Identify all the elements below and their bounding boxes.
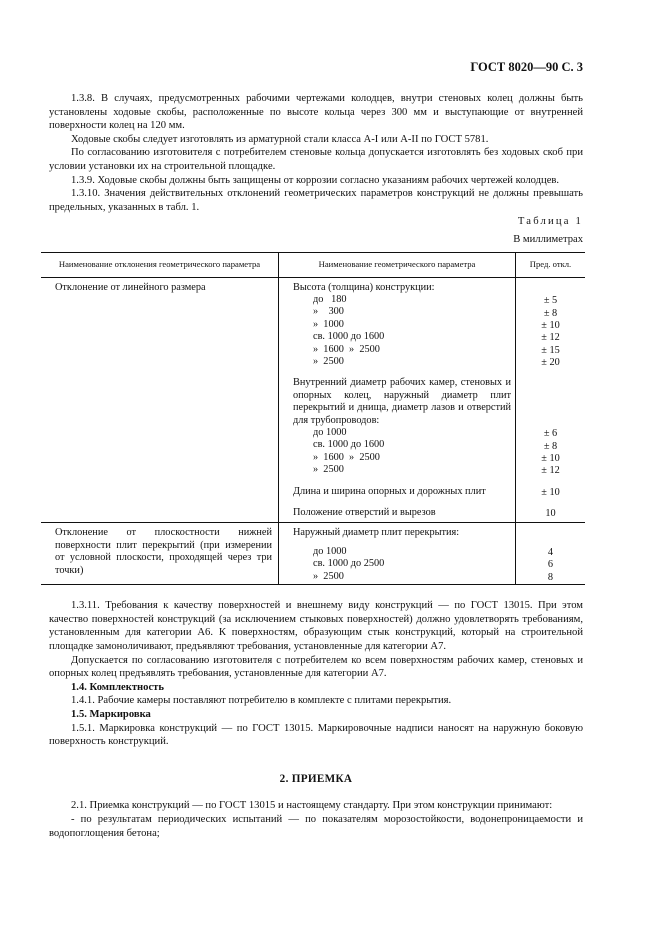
paragraph-1-3-11: 1.3.11. Требования к качеству поверхностей и внешнему виду конструкций — по ГОСТ 13015. При этом качество поверхностей конструкций (за исключением стыковых поверхностей) должно удовлетворять требованиям, установленным для категории А6. К поверхностям, образующим стык конструкций, который на строительной площадке замоноличивают, предъявляют требования, установленные для категории А7. [49, 600, 583, 653]
parameter-label: Положение отверстий и вырезов [293, 507, 436, 519]
parameter-range: до 1000 [313, 545, 347, 557]
column-header-deviation: Наименование отклонения геометрического параметра [41, 252, 279, 277]
table-title: Таблица 1 [517, 216, 583, 228]
tolerance-value: ± 6 [543, 428, 558, 440]
parameter-range: » 2500 [313, 570, 344, 582]
parameter-range: » 300 [313, 306, 344, 318]
section-title: 2. ПРИЕМКА [279, 772, 353, 785]
tolerance-value: ± 12 [541, 332, 560, 344]
paragraph-allowed: Допускается по согласованию изготовителя с потребителем ко всем поверхностям рабочих камер, стеновых и опорных колец предъявлять требования, установленные для категории А7. [49, 654, 583, 680]
document-body [49, 92, 583, 840]
tolerance-value: ± 10 [541, 319, 560, 331]
tolerance-value: 10 [545, 508, 556, 520]
tolerance-value: ± 8 [543, 440, 558, 452]
table-row [41, 277, 585, 523]
deviation-label: Отклонение от плоскостности нижней поверхности плит перекрытий (при измерении от условной плоскости, проходящей через три точки) [55, 527, 272, 576]
paragraph-1-3-10: 1.3.10. Значения действительных отклонений геометрических параметров конструкций не должны превышать предельных, указанных в табл. 1. [49, 188, 583, 213]
parameter-range: » 2500 [313, 464, 344, 476]
tolerance-value: ± 10 [541, 486, 560, 498]
paragraph-1-4-1: 1.4.1. Рабочие камеры поставляют потребителю в комплекте с плитами перекрытия. [71, 695, 452, 707]
parameter-range: » 1600 » 2500 [313, 343, 380, 355]
parameter-range: до 1000 [313, 427, 347, 438]
paragraph-1-5-1: 1.5.1. Маркировка конструкций — по ГОСТ 13015. Маркировочные надписи наносят на наружную боковую поверхность конструкций. [49, 722, 583, 748]
heading-1-5: 1.5. Маркировка [71, 709, 151, 720]
tolerance-value: ± 20 [541, 357, 560, 369]
table-units: В миллиметрах [513, 233, 583, 245]
paragraph-1-3-8: 1.3.8. В случаях, предусмотренных рабочими чертежами колодцев, внутри стеновых колец должны быть установлены ходовые скобы, расположенные по высоте кольца через 300 мм и выступающие от внутренней поверхности колец на 120 мм. [49, 93, 583, 132]
parameter-range: св. 1000 до 1600 [313, 331, 385, 343]
parameter-range: св. 1000 до 2500 [313, 558, 385, 570]
parameter-label: Длина и ширина опорных и дорожных плит [293, 485, 486, 497]
tolerance-value: 8 [547, 571, 554, 583]
parameter-label: Внутренний диаметр рабочих камер, стеновых и опорных колец, наружный диаметр плит перекрытий и днища, диаметр лазов и отверстий для трубопроводов: [293, 377, 511, 426]
column-header-tolerance: Пред. откл. [516, 252, 586, 277]
tolerance-value: ± 12 [541, 465, 560, 477]
paragraph-1-3-9: 1.3.9. Ходовые скобы должны быть защищены от коррозии согласно указаниям рабочих чертежей колодцев. [71, 174, 560, 186]
parameter-range: до 180 [313, 293, 347, 305]
page-header: ГОСТ 8020—90 С. 3 [470, 60, 583, 74]
table-row [41, 523, 585, 585]
parameter-label: Наружный диаметр плит перекрытия: [293, 527, 460, 539]
paragraph-periodic-tests: - по результатам периодических испытаний — по показателям морозостойкости, водонепроницаемости и водопоглощения бетона; [49, 813, 583, 839]
tolerance-value: ± 15 [541, 344, 560, 356]
tolerance-table [41, 252, 585, 586]
tolerance-value: ± 5 [543, 295, 558, 307]
tolerance-value: ± 10 [541, 452, 560, 464]
column-header-parameter: Наименование геометрического параметра [279, 252, 516, 277]
tolerance-value: 4 [547, 547, 554, 559]
parameter-label: Высота (толщина) конструкции: [293, 281, 435, 293]
parameter-range: св. 1000 до 1600 [313, 439, 385, 451]
parameter-range: » 1000 [313, 318, 344, 330]
heading-1-4: 1.4. Комплектность [71, 681, 164, 693]
tolerance-value: ± 8 [543, 307, 558, 319]
paragraph-steel-class: Ходовые скобы следует изготовлять из арматурной стали класса А-I или А-II по ГОСТ 5781. [71, 133, 489, 145]
tolerance-value: 6 [547, 559, 554, 571]
parameter-range: » 1600 » 2500 [313, 451, 380, 463]
paragraph-2-1: 2.1. Приемка конструкций — по ГОСТ 13015 и настоящему стандарту. При этом конструкции принимают: [71, 800, 553, 812]
paragraph-agreement: По согласованию изготовителя с потребителем стеновые кольца допускается изготовлять без ходовых скоб при условии установки их на строительной площадке. [49, 147, 583, 172]
parameter-range: » 2500 [313, 355, 344, 367]
deviation-label: Отклонение от линейного размера [55, 281, 206, 293]
